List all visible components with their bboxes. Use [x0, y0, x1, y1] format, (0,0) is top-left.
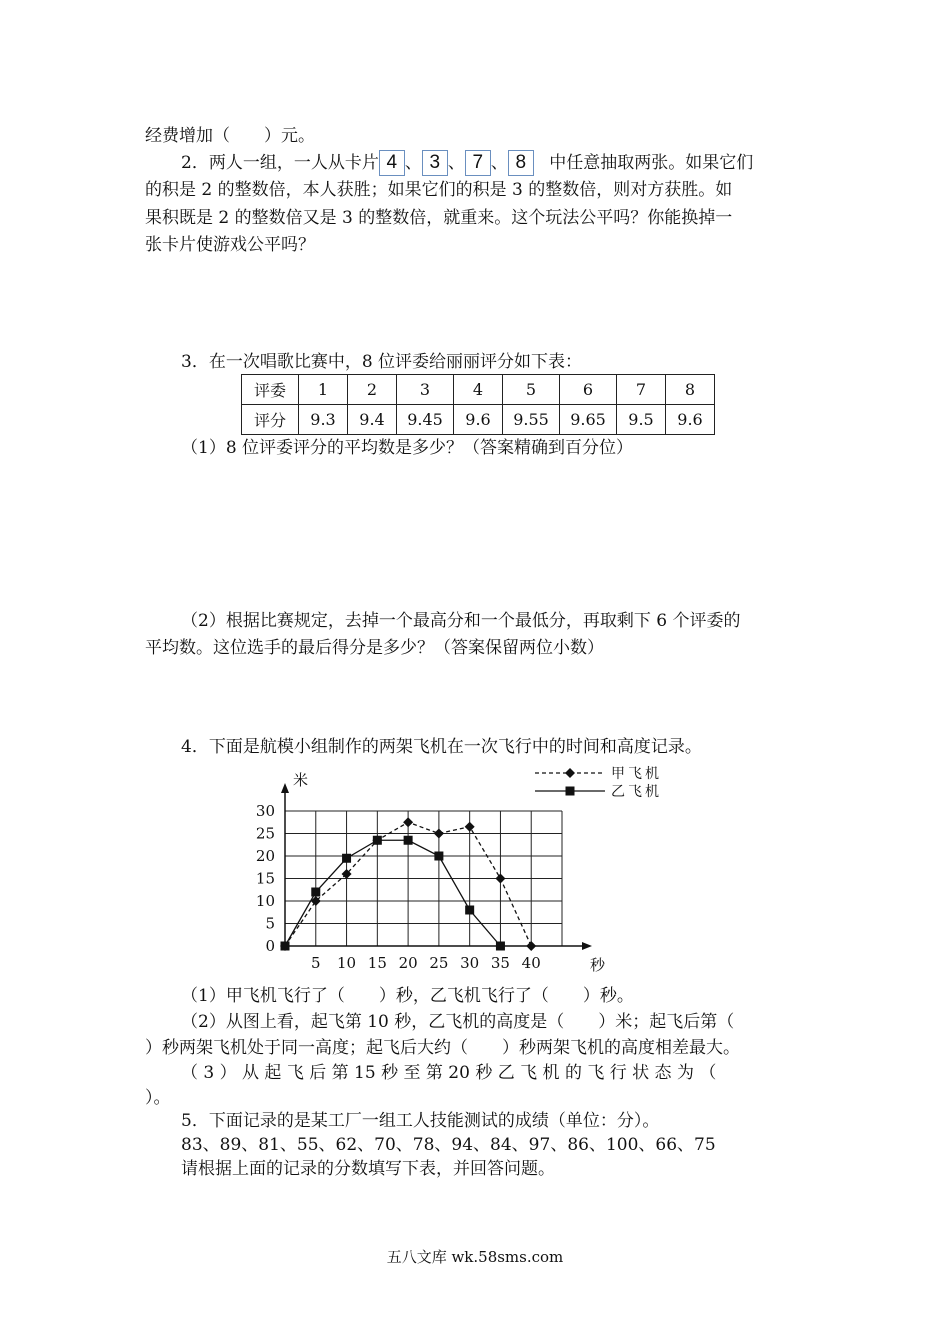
- score-cell: 9.6: [454, 405, 503, 435]
- score-cell: 9.5: [617, 405, 666, 435]
- judge-cell: 2: [348, 375, 397, 405]
- score-cell: 9.55: [503, 405, 560, 435]
- q2-line3: 果积既是 2 的整数倍又是 3 的整数倍，就重来。这个玩法公平吗？你能换掉一: [145, 208, 733, 228]
- x-tick-label: 40: [521, 954, 541, 972]
- x-axis-arrow: [582, 942, 592, 950]
- card-sep: 、: [447, 153, 465, 173]
- x-tick-label: 10: [337, 954, 357, 972]
- y-tick-label: 5: [265, 914, 275, 933]
- y-axis-arrow: [281, 783, 289, 793]
- y-axis-label: 米: [293, 771, 309, 789]
- y-tick-label: 30: [255, 802, 275, 820]
- score-cell: 9.4: [348, 405, 397, 435]
- x-tick-label: 35: [490, 954, 510, 972]
- data-point-yi: [311, 888, 320, 897]
- data-point-yi: [404, 836, 413, 845]
- q1-tail: 经费增加（ ）元。: [145, 126, 315, 146]
- judge-cell: 1: [299, 375, 348, 405]
- y-tick-label: 0: [265, 937, 275, 955]
- legend-marker-diamond: [565, 768, 575, 778]
- y-tick-label: 15: [255, 869, 275, 888]
- x-tick-label: 5: [311, 954, 321, 972]
- score-table-header-row: [242, 375, 715, 405]
- data-point-yi: [281, 942, 290, 951]
- card-4: 8: [508, 150, 534, 176]
- q4-intro: 4．下面是航模小组制作的两架飞机在一次飞行中的时间和高度记录。: [181, 737, 702, 757]
- data-point-jia: [465, 822, 475, 832]
- judge-cell: 8: [666, 375, 715, 405]
- q2-after-cards: 中任意抽取两张。如果它们: [549, 153, 754, 173]
- q5-intro: 5．下面记录的是某工厂一组工人技能测试的成绩（单位：分）。: [181, 1111, 660, 1131]
- legend-label: 乙飞机: [611, 784, 662, 800]
- q5-instruction: 请根据上面的记录的分数填写下表，并回答问题。: [181, 1159, 555, 1179]
- q4-sub1: （1）甲飞机飞行了（ ）秒，乙飞机飞行了（ ）秒。: [181, 986, 634, 1006]
- data-point-jia: [526, 941, 536, 951]
- judge-cell: 5: [503, 375, 560, 405]
- data-point-yi: [434, 852, 443, 861]
- q2-line4: 张卡片使游戏公平吗？: [145, 235, 315, 255]
- judge-cell: 3: [397, 375, 454, 405]
- y-tick-label: 10: [255, 892, 275, 910]
- legend-label: 甲飞机: [611, 766, 662, 782]
- q3-intro: 3．在一次唱歌比赛中，8 位评委给丽丽评分如下表：: [181, 352, 583, 372]
- judge-cell: 7: [617, 375, 666, 405]
- judge-cell: 4: [454, 375, 503, 405]
- data-point-yi: [373, 836, 382, 845]
- card-sep: 、: [404, 153, 422, 173]
- legend-marker-square: [566, 787, 575, 796]
- score-cell: 9.3: [299, 405, 348, 435]
- data-point-yi: [465, 906, 474, 915]
- header-label: 评委: [242, 375, 299, 405]
- score-cell: 9.65: [560, 405, 617, 435]
- q2-first-line: [181, 150, 753, 176]
- q4-sub3-line2: ）。: [145, 1088, 171, 1108]
- score-cell: 9.6: [666, 405, 715, 435]
- card-2: 3: [422, 150, 448, 176]
- footer: 五八文库 wk.58sms.com: [386, 1248, 564, 1266]
- card-sep: 、: [490, 153, 508, 173]
- x-axis-label: 秒: [590, 956, 606, 974]
- data-point-jia: [403, 817, 413, 827]
- q4-sub2-line1: （2）从图上看，起飞第 10 秒，乙飞机的高度是（ ）米；起飞后第（: [181, 1012, 735, 1032]
- score-table: [241, 374, 715, 435]
- x-tick-label: 15: [367, 954, 387, 972]
- y-tick-label: 20: [255, 847, 275, 865]
- data-point-yi: [496, 942, 505, 951]
- data-point-jia: [495, 874, 505, 884]
- score-table-score-row: [242, 405, 715, 435]
- x-tick-label: 20: [398, 954, 418, 972]
- row-label: 评分: [242, 405, 299, 435]
- q3-sub1: （1）8 位评委评分的平均数是多少？（答案精确到百分位）: [181, 438, 634, 458]
- x-tick-label: 30: [460, 954, 480, 972]
- flight-chart: [230, 760, 700, 980]
- q3-sub2-line2: 平均数。这位选手的最后得分是多少？（答案保留两位小数）: [145, 638, 604, 658]
- card-3: 7: [465, 150, 491, 176]
- y-tick-label: 25: [255, 824, 275, 843]
- q3-sub2-line1: （2）根据比赛规定，去掉一个最高分和一个最低分，再取剩下 6 个评委的: [181, 611, 741, 631]
- score-cell: 9.45: [397, 405, 454, 435]
- q4-sub2-line2: ）秒两架飞机处于同一高度；起飞后大约（ ）秒两架飞机的高度相差最大。: [145, 1038, 740, 1058]
- data-point-jia: [434, 829, 444, 839]
- q4-sub3-line1: （ 3 ） 从 起 飞 后 第 15 秒 至 第 20 秒 乙 飞 机 的 飞 行 状 态 为 （: [181, 1063, 717, 1083]
- judge-cell: 6: [560, 375, 617, 405]
- q2-intro: 2．两人一组，一人从卡片: [181, 153, 379, 173]
- q5-scores: 83、89、81、55、62、70、78、94、84、97、86、100、66、75: [181, 1135, 716, 1155]
- x-tick-label: 25: [429, 954, 449, 972]
- data-point-yi: [342, 854, 351, 863]
- q2-line2: 的积是 2 的整数倍，本人获胜；如果它们的积是 3 的整数倍，则对方获胜。如: [145, 180, 733, 200]
- card-1: 4: [379, 150, 405, 176]
